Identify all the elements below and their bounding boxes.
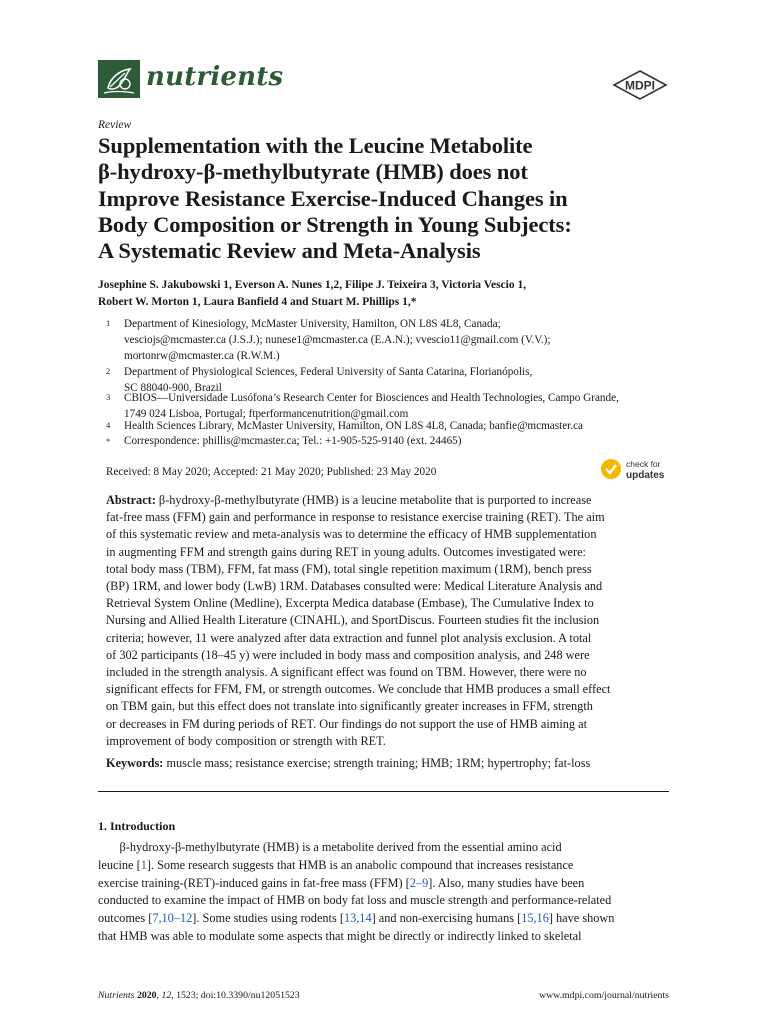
article-type: Review	[98, 119, 132, 131]
abstract-line: Nursing and Allied Health Literature (CINAHL), and SportDiscus. Fourteen studies fit the inclusion	[106, 613, 600, 628]
intro-line	[98, 910, 670, 928]
title-line: β-hydroxy-β-methylbutyrate (HMB) does not	[98, 159, 528, 185]
affiliation-line: SC 88040-900, Brazil	[124, 381, 222, 394]
intro-line	[98, 857, 670, 875]
abstract-line: or decreases in FM during periods of RET. Our findings do not support the use of HMB aiming at	[106, 716, 587, 731]
affiliation-line: Correspondence: phillis@mcmaster.ca; Tel.: +1-905-525-9140 (ext. 24465)	[124, 435, 462, 447]
intro-text: exercise training-(RET)-induced gains in fat-free mass (FFM) [	[98, 875, 410, 890]
intro-line: that HMB was able to modulate some aspects that might be directly or indirectly linked to skeletal	[98, 928, 582, 943]
abstract-line: improvement of body composition or strength with RET.	[106, 733, 386, 748]
footer-year: 2020	[136, 990, 157, 1001]
citation-link[interactable]: 13,14	[343, 911, 372, 926]
abstract	[106, 492, 670, 750]
section-heading: 1. Introduction	[98, 819, 176, 833]
abstract-line	[106, 492, 670, 509]
affiliation-mark: 2	[106, 366, 111, 376]
affiliation-3	[124, 391, 684, 423]
article-title	[98, 133, 678, 264]
intro-line	[98, 875, 670, 893]
journal-logo-icon	[98, 60, 140, 98]
section-divider	[98, 791, 669, 792]
keywords-line	[106, 755, 670, 772]
abstract-line: significant effects for FFM, FM, or strength outcomes. We conclude that HMB produces a small effect	[106, 682, 611, 697]
citation-link[interactable]: 15,16	[521, 911, 549, 926]
affiliation-mark: *	[106, 436, 111, 446]
correspondence	[124, 434, 684, 450]
intro-text: ] and non-exercising humans [	[371, 911, 522, 926]
publication-dates: Received: 8 May 2020; Accepted: 21 May 2020; Published: 23 May 2020	[106, 466, 437, 478]
keywords	[106, 755, 670, 772]
abstract-line: Retrieval System Online (Medline), Excerpta Medica database (Embase), The Cumulative Index to	[106, 596, 594, 611]
abstract-line: total body mass (TBM), FFM, fat mass (FM), total single repetition maximum (1RM), bench press	[106, 561, 592, 576]
title-line: Body Composition or Strength in Young Subjects:	[98, 211, 572, 237]
intro-text: ]. Some studies using rodents [	[192, 911, 344, 926]
affiliation-line: Health Sciences Library, McMaster University, Hamilton, ON L8S 4L8, Canada; banfie@mcmaster.ca	[124, 420, 584, 432]
affiliation-line: CBIOS—Universidade Lusófona’s Research Center for Biosciences and Health Technologies, Campo Grande,	[124, 392, 619, 404]
intro-line: β-hydroxy-β-methylbutyrate (HMB) is a metabolite derived from the essential amino acid	[98, 840, 562, 854]
title-line: Supplementation with the Leucine Metabolite	[98, 133, 533, 158]
abstract-label: Abstract:	[106, 493, 156, 507]
keywords-label: Keywords:	[106, 756, 164, 770]
intro-text: leucine [	[98, 857, 141, 872]
author-line[interactable]: Robert W. Morton 1, Laura Banfield 4 and Stuart M. Phillips 1,*	[98, 296, 417, 309]
affiliation-line: mortonrw@mcmaster.ca (R.W.M.)	[124, 349, 280, 362]
footer-journal-url[interactable]: www.mdpi.com/journal/nutrients	[539, 990, 669, 1001]
abstract-line: of 302 participants (18–45 y) were included in body mass and composition analysis, and 248 were	[106, 647, 590, 662]
author-list	[98, 277, 678, 312]
footer-citation: Nutrients 2020, 12, 1523; doi:10.3390/nu12051523	[98, 990, 300, 1001]
footer-volume: 12	[161, 990, 172, 1001]
affiliation-mark: 3	[106, 392, 111, 402]
check-for-updates-button[interactable]	[600, 457, 674, 483]
author-line[interactable]: Josephine S. Jakubowski 1, Everson A. Nunes 1,2, Filipe J. Teixeira 3, Victoria Vescio 1,	[98, 279, 527, 291]
check-for-label: check for	[626, 459, 661, 469]
affiliation-4	[124, 419, 684, 435]
affiliation-line: Department of Kinesiology, McMaster University, Hamilton, ON L8S 4L8, Canada;	[124, 318, 501, 330]
intro-text: ]. Also, many studies have been	[428, 875, 585, 890]
abstract-line: fat-free mass (FFM) gain and performance in response to resistance exercise training (RET). The aim	[106, 510, 605, 525]
keywords-text: muscle mass; resistance exercise; strength training; HMB; 1RM; hypertrophy; fat-loss	[163, 756, 591, 770]
title-line: A Systematic Review and Meta-Analysis	[98, 238, 481, 264]
abstract-line: on TBM gain, but this effect does not translate into significantly greater increases in FFM, strength	[106, 699, 593, 714]
footer-doi: , 1523; doi:10.3390/nu12051523	[171, 990, 300, 1001]
intro-text: outcomes [	[98, 911, 153, 926]
introduction-body	[98, 839, 670, 946]
affiliation-1	[124, 317, 684, 364]
intro-line: conducted to examine the impact of HMB on body fat loss and muscle strength and performance-related	[98, 893, 612, 908]
citation-link[interactable]: 1	[140, 857, 147, 872]
abstract-line: criteria; however, 11 were analyzed after data extraction and funnel plot analysis exclusion. A total	[106, 630, 592, 645]
footer-journal: Nutrients	[98, 990, 135, 1001]
abstract-line: (BP) 1RM, and lower body (LwB) 1RM. Databases consulted were: Medical Literature Analysis and	[106, 579, 603, 594]
mdpi-logo-icon	[612, 70, 668, 100]
journal-name: nutrients	[146, 62, 284, 92]
updates-label: updates	[626, 470, 665, 481]
intro-text: ]. Some research suggests that HMB is an anabolic compound that increases resistance	[146, 857, 574, 872]
affiliation-mark: 1	[106, 318, 111, 328]
abstract-line: in augmenting FFM and strength gains during RET in young adults. Outcomes investigated were:	[106, 544, 586, 559]
affiliation-mark: 4	[106, 420, 111, 430]
abstract-text: β-hydroxy-β-methylbutyrate (HMB) is a leucine metabolite that is purported to increase	[155, 493, 592, 507]
title-line: Improve Resistance Exercise-Induced Changes in	[98, 185, 568, 211]
citation-link[interactable]: 2–9	[409, 875, 429, 890]
publisher-name: MDPI	[625, 78, 655, 93]
abstract-line: of this systematic review and meta-analysis was to determine the efficacy of HMB supplementation	[106, 527, 597, 542]
intro-text: ] have shown	[548, 911, 615, 926]
affiliation-line: Department of Physiological Sciences, Federal University of Santa Catarina, Florianópolis,	[124, 366, 533, 378]
abstract-line: included in the strength analysis. A significant effect was found on TBM. However, there were no	[106, 665, 587, 680]
citation-link[interactable]: 7,10–12	[152, 911, 193, 926]
affiliation-line: 1749 024 Lisboa, Portugal; ftperformancenutrition@gmail.com	[124, 407, 409, 420]
affiliation-line: vesciojs@mcmaster.ca (J.S.J.); nunese1@mcmaster.ca (E.A.N.); vvescio11@gmail.com (V.V.);	[124, 333, 551, 346]
